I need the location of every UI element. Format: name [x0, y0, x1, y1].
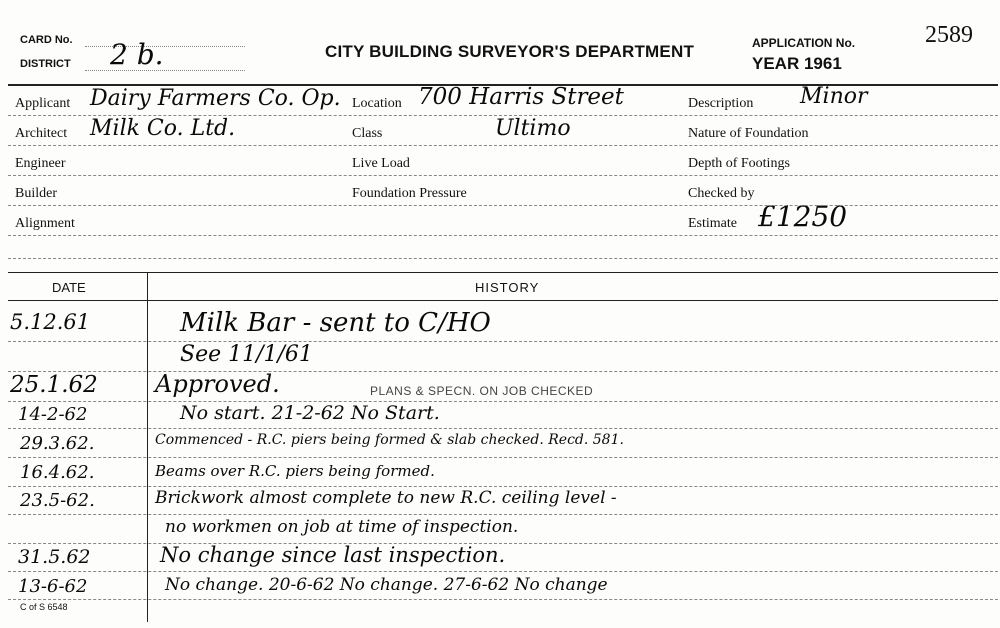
history-entry: No change. 20-6-62 No change. 27-6-62 No change [165, 575, 608, 595]
builder-label: Builder [15, 186, 57, 201]
history-date: 13-6-62 [18, 576, 88, 597]
plans-checked-stamp: PLANS & SPECN. ON JOB CHECKED [370, 384, 594, 398]
description-value: Minor [800, 84, 868, 109]
field-rule [8, 258, 998, 259]
history-entry: Beams over R.C. piers being formed. [155, 462, 435, 480]
history-rule [8, 401, 998, 402]
depth-of-footings-label: Depth of Footings [688, 156, 790, 171]
district-value: 2 b. [110, 38, 164, 71]
form-code: C of S 6548 [20, 602, 68, 612]
history-header-border [8, 300, 998, 301]
card-no-line [85, 46, 245, 47]
foundation-pressure-label: Foundation Pressure [352, 186, 467, 201]
estimate-value: £1250 [758, 200, 848, 233]
history-rule [8, 514, 998, 515]
history-entry: No start. 21-2-62 No Start. [180, 402, 440, 424]
history-entry: Approved. [155, 370, 280, 398]
history-rule [8, 457, 998, 458]
history-date: 5.12.61 [10, 310, 91, 334]
alignment-label: Alignment [15, 216, 75, 231]
location-value: 700 Harris Street [418, 84, 624, 110]
field-rule [8, 235, 998, 236]
applicant-value: Dairy Farmers Co. Op. [90, 86, 341, 111]
class-value: Ultimo [495, 116, 571, 141]
checked-by-label: Checked by [688, 186, 755, 201]
architect-value: Milk Co. Ltd. [90, 116, 236, 141]
field-rule [8, 145, 998, 146]
history-rule [8, 428, 998, 429]
history-date: 16.4.62. [20, 462, 95, 483]
class-label: Class [352, 126, 383, 141]
description-label: Description [688, 96, 754, 111]
history-rule [8, 341, 998, 342]
history-rule [8, 571, 998, 572]
history-header: HISTORY [475, 280, 540, 295]
live-load-label: Live Load [352, 156, 410, 171]
history-date: 25.1.62 [10, 372, 98, 398]
architect-label: Architect [15, 126, 68, 141]
year-label: YEAR 1961 [752, 54, 842, 73]
field-rule [8, 115, 998, 116]
card-no-label: CARD No. [20, 34, 73, 46]
engineer-label: Engineer [15, 156, 66, 171]
application-number: 2589 [925, 22, 973, 48]
history-rule [8, 486, 998, 487]
history-entry: Brickwork almost complete to new R.C. ceiling level - [155, 488, 617, 508]
district-label: DISTRICT [20, 58, 71, 70]
history-entry: No change since last inspection. [160, 543, 506, 567]
history-top-border [8, 272, 998, 273]
location-label: Location [352, 96, 402, 111]
history-date: 31.5.62 [18, 546, 91, 568]
history-entry: Milk Bar - sent to C/HO [180, 308, 491, 338]
field-rule [8, 175, 998, 176]
nature-of-foundation-label: Nature of Foundation [688, 126, 809, 141]
district-line [85, 70, 245, 71]
history-entry: Commenced - R.C. piers being formed & slab checked. Recd. 581. [155, 432, 624, 448]
history-date: 29.3.62. [20, 433, 95, 454]
history-entry: no workmen on job at time of inspection. [165, 517, 519, 537]
application-label: APPLICATION No. [752, 36, 856, 50]
history-date: 14-2-62 [18, 404, 88, 425]
date-column-divider [147, 272, 148, 622]
department-title: CITY BUILDING SURVEYOR'S DEPARTMENT [325, 42, 695, 61]
history-rule [8, 599, 998, 600]
date-header: DATE [52, 280, 86, 295]
field-rule [8, 205, 998, 206]
history-date: 23.5-62. [20, 490, 95, 511]
estimate-label: Estimate [688, 216, 737, 231]
applicant-label: Applicant [15, 96, 71, 111]
history-entry: See 11/1/61 [180, 342, 313, 367]
